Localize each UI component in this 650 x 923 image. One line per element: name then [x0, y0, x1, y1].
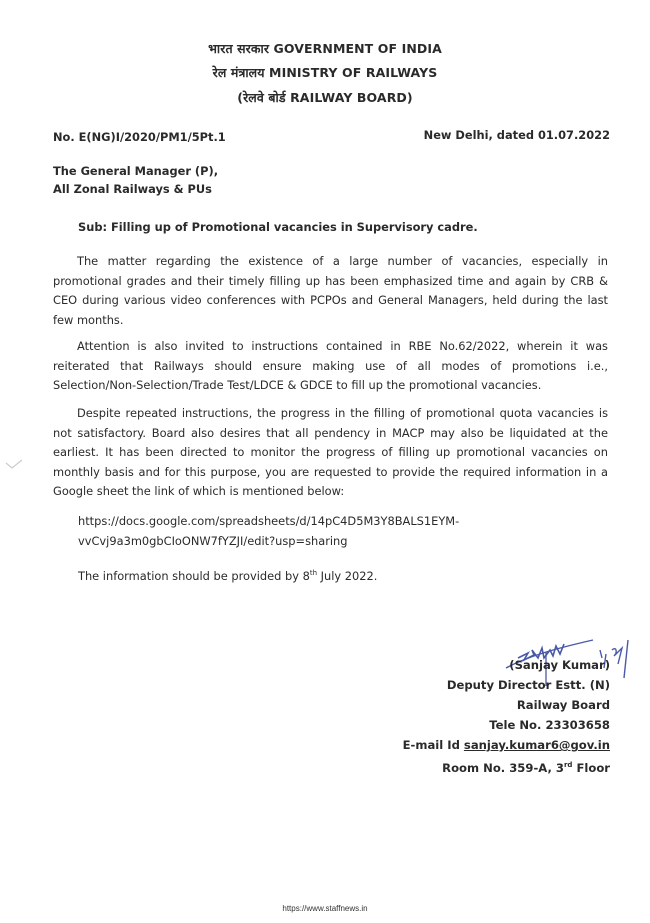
deadline-suffix: July 2022.	[317, 568, 378, 583]
signatory-designation: Deputy Director Estt. (N)	[446, 678, 610, 692]
addressee-line2: All Zonal Railways & PUs	[53, 182, 212, 196]
room-sup: rd	[563, 761, 573, 769]
signatory-office: Railway Board	[516, 698, 610, 712]
room-suffix: Floor	[572, 760, 610, 775]
reference-number: No. E(NG)I/2020/PM1/5Pt.1	[53, 130, 226, 144]
paragraph-3: Despite repeated instructions, the progress in the filling of promotional quota vacancies is not satisfactory. Board also desires that all pendency in MACP may also be liquidated at the earliest. It has been directed to monitor the progress of filling up promotional vacancies on monthly basis and for this purpose, you are requested to provide the required information in a Google sheet the link of which is mentioned below:	[53, 406, 608, 498]
paragraph-1: The matter regarding the existence of a large number of vacancies, especially in promotional grades and their timely filling up has been emphasized time and again by CRB & CEO during various video conferences with PCPOs and General Managers, held during the last few months.	[53, 254, 608, 327]
deadline-prefix: The information should be provided by 8	[78, 568, 310, 583]
email-label: E-mail Id	[402, 738, 464, 752]
signatory-tele: Tele No. 23303658	[489, 718, 610, 732]
room-prefix: Room No. 359-A, 3	[442, 760, 564, 775]
paragraph-2: Attention is also invited to instructions contained in RBE No.62/2022, wherein it was reiterated that Railways should ensure making use of all modes of promotions i.e., Selection/Non-Selection/Trade Test/LDCE & GDCE to fill up the promotional vacancies.	[53, 339, 608, 392]
email-link[interactable]: sanjay.kumar6@gov.in	[463, 738, 610, 752]
addressee-line1: The General Manager (P),	[53, 164, 219, 178]
scan-tick-mark-icon	[4, 457, 24, 471]
link-line-1[interactable]: https://docs.google.com/spreadsheets/d/14pC4D5M3Y8BALS1EYM-	[78, 514, 460, 528]
deadline-line	[78, 564, 377, 586]
letterhead-ministry: रेल मंत्रालय MINISTRY OF RAILWAYS	[212, 65, 438, 80]
google-sheet-link[interactable]	[78, 512, 459, 551]
letterhead-government: भारत सरकार GOVERNMENT OF INDIA	[208, 41, 442, 56]
deadline-sup: th	[309, 569, 318, 577]
signatory-name: (Sanjay Kumar)	[509, 658, 610, 672]
letterhead-board: (रेलवे बोर्ड RAILWAY BOARD)	[237, 90, 413, 105]
link-line-2[interactable]: vvCvj9a3m0gbCIoONW7fYZJI/edit?usp=sharing	[78, 533, 348, 548]
signatory-room	[403, 755, 610, 778]
subject-line: Sub: Filling up of Promotional vacancies in Supervisory cadre.	[78, 220, 478, 234]
footer-watermark: https://www.staffnews.in	[282, 904, 368, 913]
signatory-email-line	[403, 735, 610, 755]
signature-block	[403, 655, 610, 778]
place-date: New Delhi, dated 01.07.2022	[423, 128, 610, 142]
